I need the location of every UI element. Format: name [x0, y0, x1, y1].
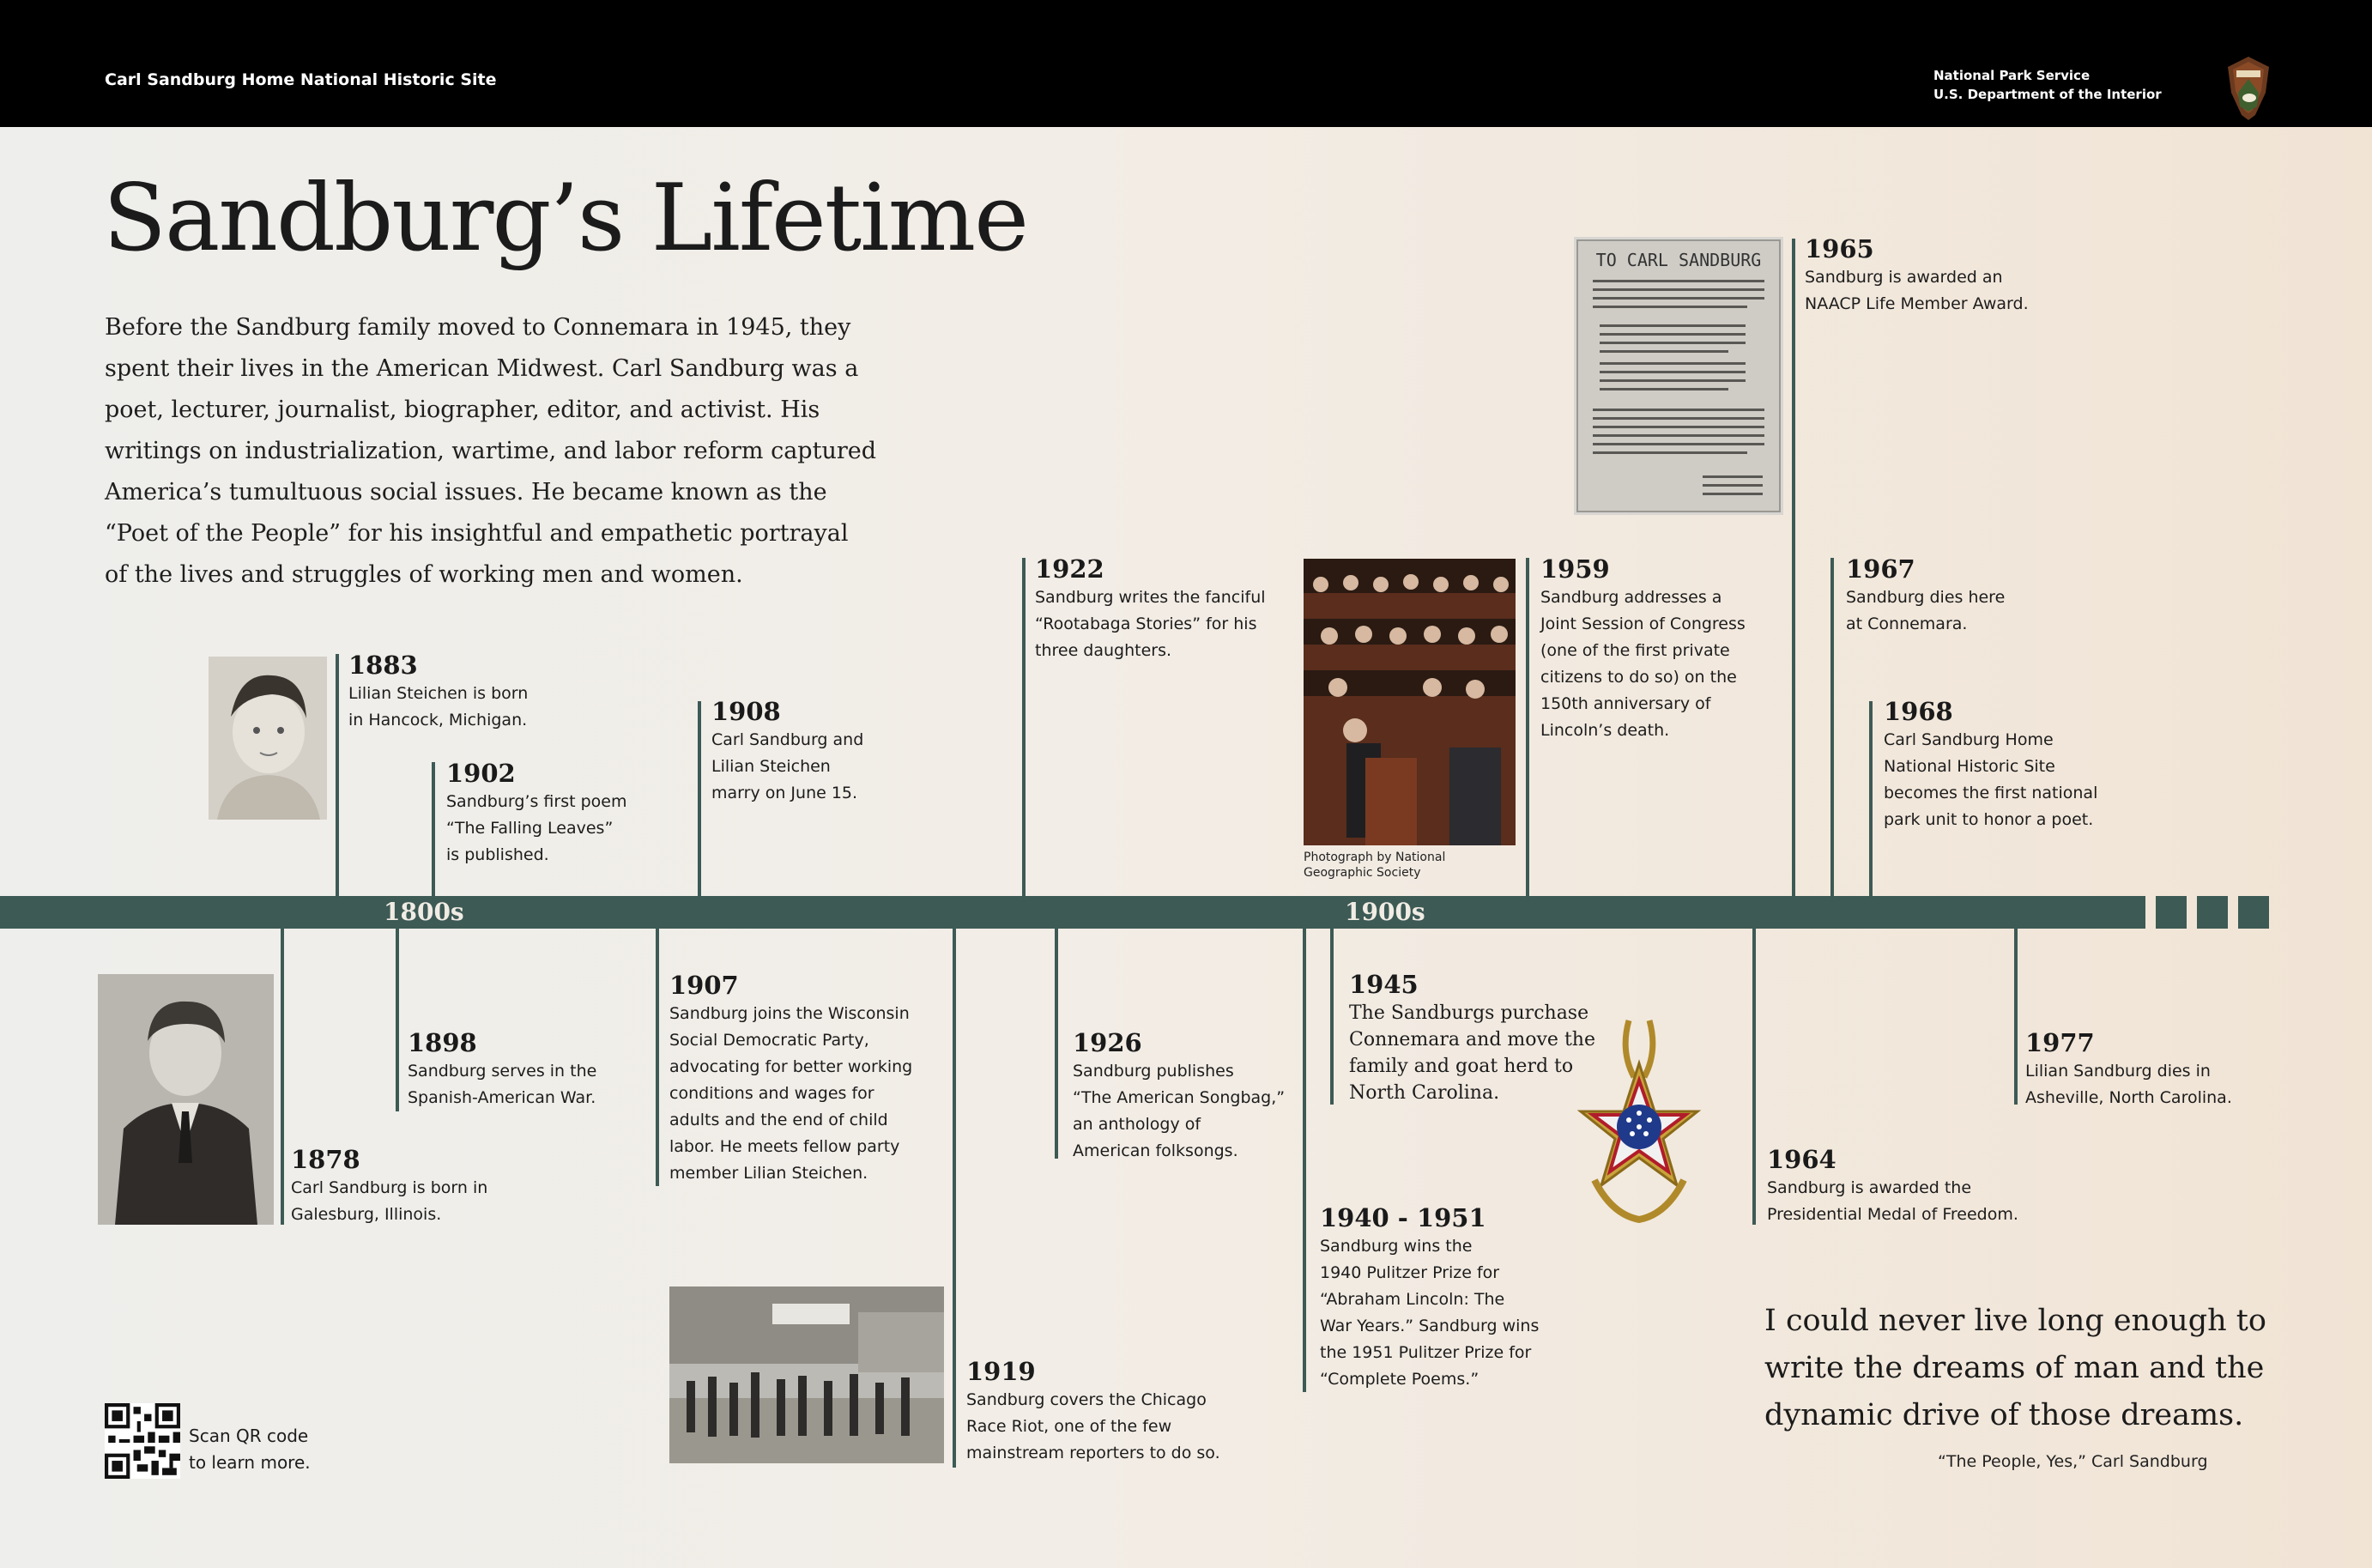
event-text: Sandburg writes the fanciful “Rootabaga Stories” for his three daughters. [1035, 588, 1266, 660]
timeline-end-square [2156, 896, 2187, 929]
event-1967 [1846, 554, 2005, 638]
photo-caption: Photograph by National Geographic Society [1304, 851, 1446, 880]
event-text: Carl Sandburg Home National Historic Site becomes the first national park unit to honor a poet. [1884, 730, 2098, 829]
event-text: Sandburg serves in the Spanish-American War. [408, 1062, 597, 1107]
event-text: Lilian Sandburg dies in Asheville, North Carolina. [2025, 1062, 2232, 1107]
connector-1965 [1792, 239, 1795, 896]
sandburg-quote: I could never live long enough to write the dreams of man and the dynamic drive of those dreams. [1764, 1304, 2266, 1432]
event-year: 1965 [1805, 234, 1874, 263]
event-text: Carl Sandburg is born in Galesburg, Illinois. [291, 1178, 488, 1224]
event-1926 [1073, 1027, 1285, 1165]
connector-1964 [1752, 929, 1756, 1225]
timeline-end-square [2238, 896, 2269, 929]
department-name: U.S. Department of the Interior [1933, 87, 2162, 102]
event-year: 1898 [408, 1028, 477, 1057]
event-year: 1907 [669, 971, 739, 1000]
event-text: Sandburg wins the 1940 Pulitzer Prize for “Abraham Lincoln: The War Years.” Sandburg wins the 1951 Pulitzer Prize for “Complete Poems.” [1320, 1237, 1540, 1389]
connector-1878 [281, 929, 284, 1225]
lilian-steichen-child-photo [209, 657, 327, 820]
event-year: 1902 [446, 759, 516, 788]
event-1922 [1035, 554, 1266, 664]
event-text: Sandburg’s first poem “The Falling Leaves” is published. [446, 792, 627, 864]
event-text: Carl Sandburg and Lilian Steichen marry on June 15. [711, 730, 864, 802]
timeline-bar [0, 896, 2145, 929]
event-year: 1878 [291, 1145, 360, 1174]
event-1878 [291, 1144, 487, 1228]
event-year: 1959 [1540, 554, 1610, 584]
quote-attribution: “The People, Yes,” Carl Sandburg [1938, 1452, 2208, 1471]
event-text: Sandburg joins the Wisconsin Social Democratic Party, advocating for better working conditions and wages for adults and the end of child labor. He meets fellow party member Lilian Steichen. [669, 1004, 913, 1183]
event-year: 1922 [1035, 554, 1104, 584]
event-year: 1908 [711, 697, 781, 726]
qr-code-icon[interactable] [105, 1403, 180, 1479]
connector-1977 [2014, 929, 2018, 1105]
presidential-medal-of-freedom-image [1577, 1017, 1701, 1225]
agency-block [1933, 66, 2162, 104]
event-1965 [1805, 233, 2029, 318]
connector-1902 [432, 762, 435, 896]
plaque-title: TO CARL SANDBURG [1595, 250, 1762, 270]
chicago-race-riot-photo [669, 1286, 944, 1463]
timeline-end-square [2197, 896, 2228, 929]
header-bar [0, 0, 2372, 127]
intro-paragraph: Before the Sandburg family moved to Connemara in 1945, they spent their lives in the American Midwest. Carl Sandburg was a poet, lecturer, journalist, biographer, editor, and activist. His writings on industrialization, wartime, and labor reform captured America’s tumultuous social issues. He became known as the “Poet of the People” for his insightful and empathetic portrayal of the lives and struggles of working men and women. [105, 314, 877, 588]
event-text: Sandburg is awarded an NAACP Life Member Award. [1805, 268, 2029, 313]
event-text: Sandburg dies here at Connemara. [1846, 588, 2006, 633]
event-text: Sandburg publishes “The American Songbag,” an anthology of American folksongs. [1073, 1062, 1286, 1160]
joint-session-congress-photo [1304, 559, 1516, 845]
event-1968 [1884, 696, 2097, 833]
event-year: 1968 [1884, 697, 1953, 726]
event-1977 [2025, 1027, 2232, 1111]
event-text: Lilian Steichen is born in Hancock, Michigan. [348, 684, 529, 730]
event-year: 1977 [2025, 1028, 2095, 1057]
event-1907 [669, 970, 912, 1187]
event-text: Sandburg covers the Chicago Race Riot, one of the few mainstream reporters to do so. [966, 1390, 1220, 1462]
connector-1919 [953, 929, 956, 1468]
connector-1940 [1303, 929, 1306, 1392]
event-1964 [1767, 1144, 2018, 1228]
connector-1968 [1869, 701, 1873, 896]
event-year: 1945 [1349, 970, 1419, 999]
event-year: 1964 [1767, 1145, 1836, 1174]
event-1919 [966, 1356, 1220, 1467]
nps-arrowhead-icon [2223, 55, 2274, 122]
agency-name: National Park Service [1933, 68, 2091, 83]
event-1945 [1349, 969, 1595, 1106]
site-name: Carl Sandburg Home National Historic Site [105, 70, 497, 89]
event-text: The Sandburgs purchase Connemara and move the family and goat herd to North Carolina. [1349, 1002, 1595, 1104]
connector-1922 [1022, 558, 1026, 896]
connector-1907 [656, 929, 659, 1186]
connector-1926 [1055, 929, 1058, 1159]
event-1959 [1540, 554, 1746, 744]
connector-1967 [1830, 558, 1834, 896]
qr-instructions: Scan QR code to learn more. [189, 1426, 311, 1473]
naacp-award-plaque [1574, 237, 1783, 515]
connector-1959 [1526, 558, 1529, 896]
event-year: 1919 [966, 1357, 1036, 1386]
connector-1945 [1330, 929, 1334, 1105]
event-1898 [408, 1027, 596, 1111]
carl-sandburg-boy-photo [98, 974, 274, 1225]
event-text: Sandburg addresses a Joint Session of Congress (one of the first private citizens to do so) on the 150th anniversary of Lincoln’s death. [1540, 588, 1746, 740]
event-1883 [348, 650, 528, 734]
connector-1898 [396, 929, 399, 1111]
era-label-1900s: 1900s [1345, 898, 1425, 926]
event-year: 1883 [348, 651, 418, 680]
event-year: 1940 - 1951 [1320, 1203, 1486, 1232]
connector-1908 [698, 701, 701, 896]
connector-1883 [336, 654, 339, 896]
event-year: 1926 [1073, 1028, 1142, 1057]
event-text: Sandburg is awarded the Presidential Medal of Freedom. [1767, 1178, 2018, 1224]
event-1908 [711, 696, 863, 807]
event-year: 1967 [1846, 554, 1915, 584]
page-title: Sandburg’s Lifetime [103, 165, 1028, 272]
era-label-1800s: 1800s [384, 898, 464, 926]
event-1902 [446, 758, 626, 869]
event-1940-1951 [1320, 1202, 1539, 1393]
